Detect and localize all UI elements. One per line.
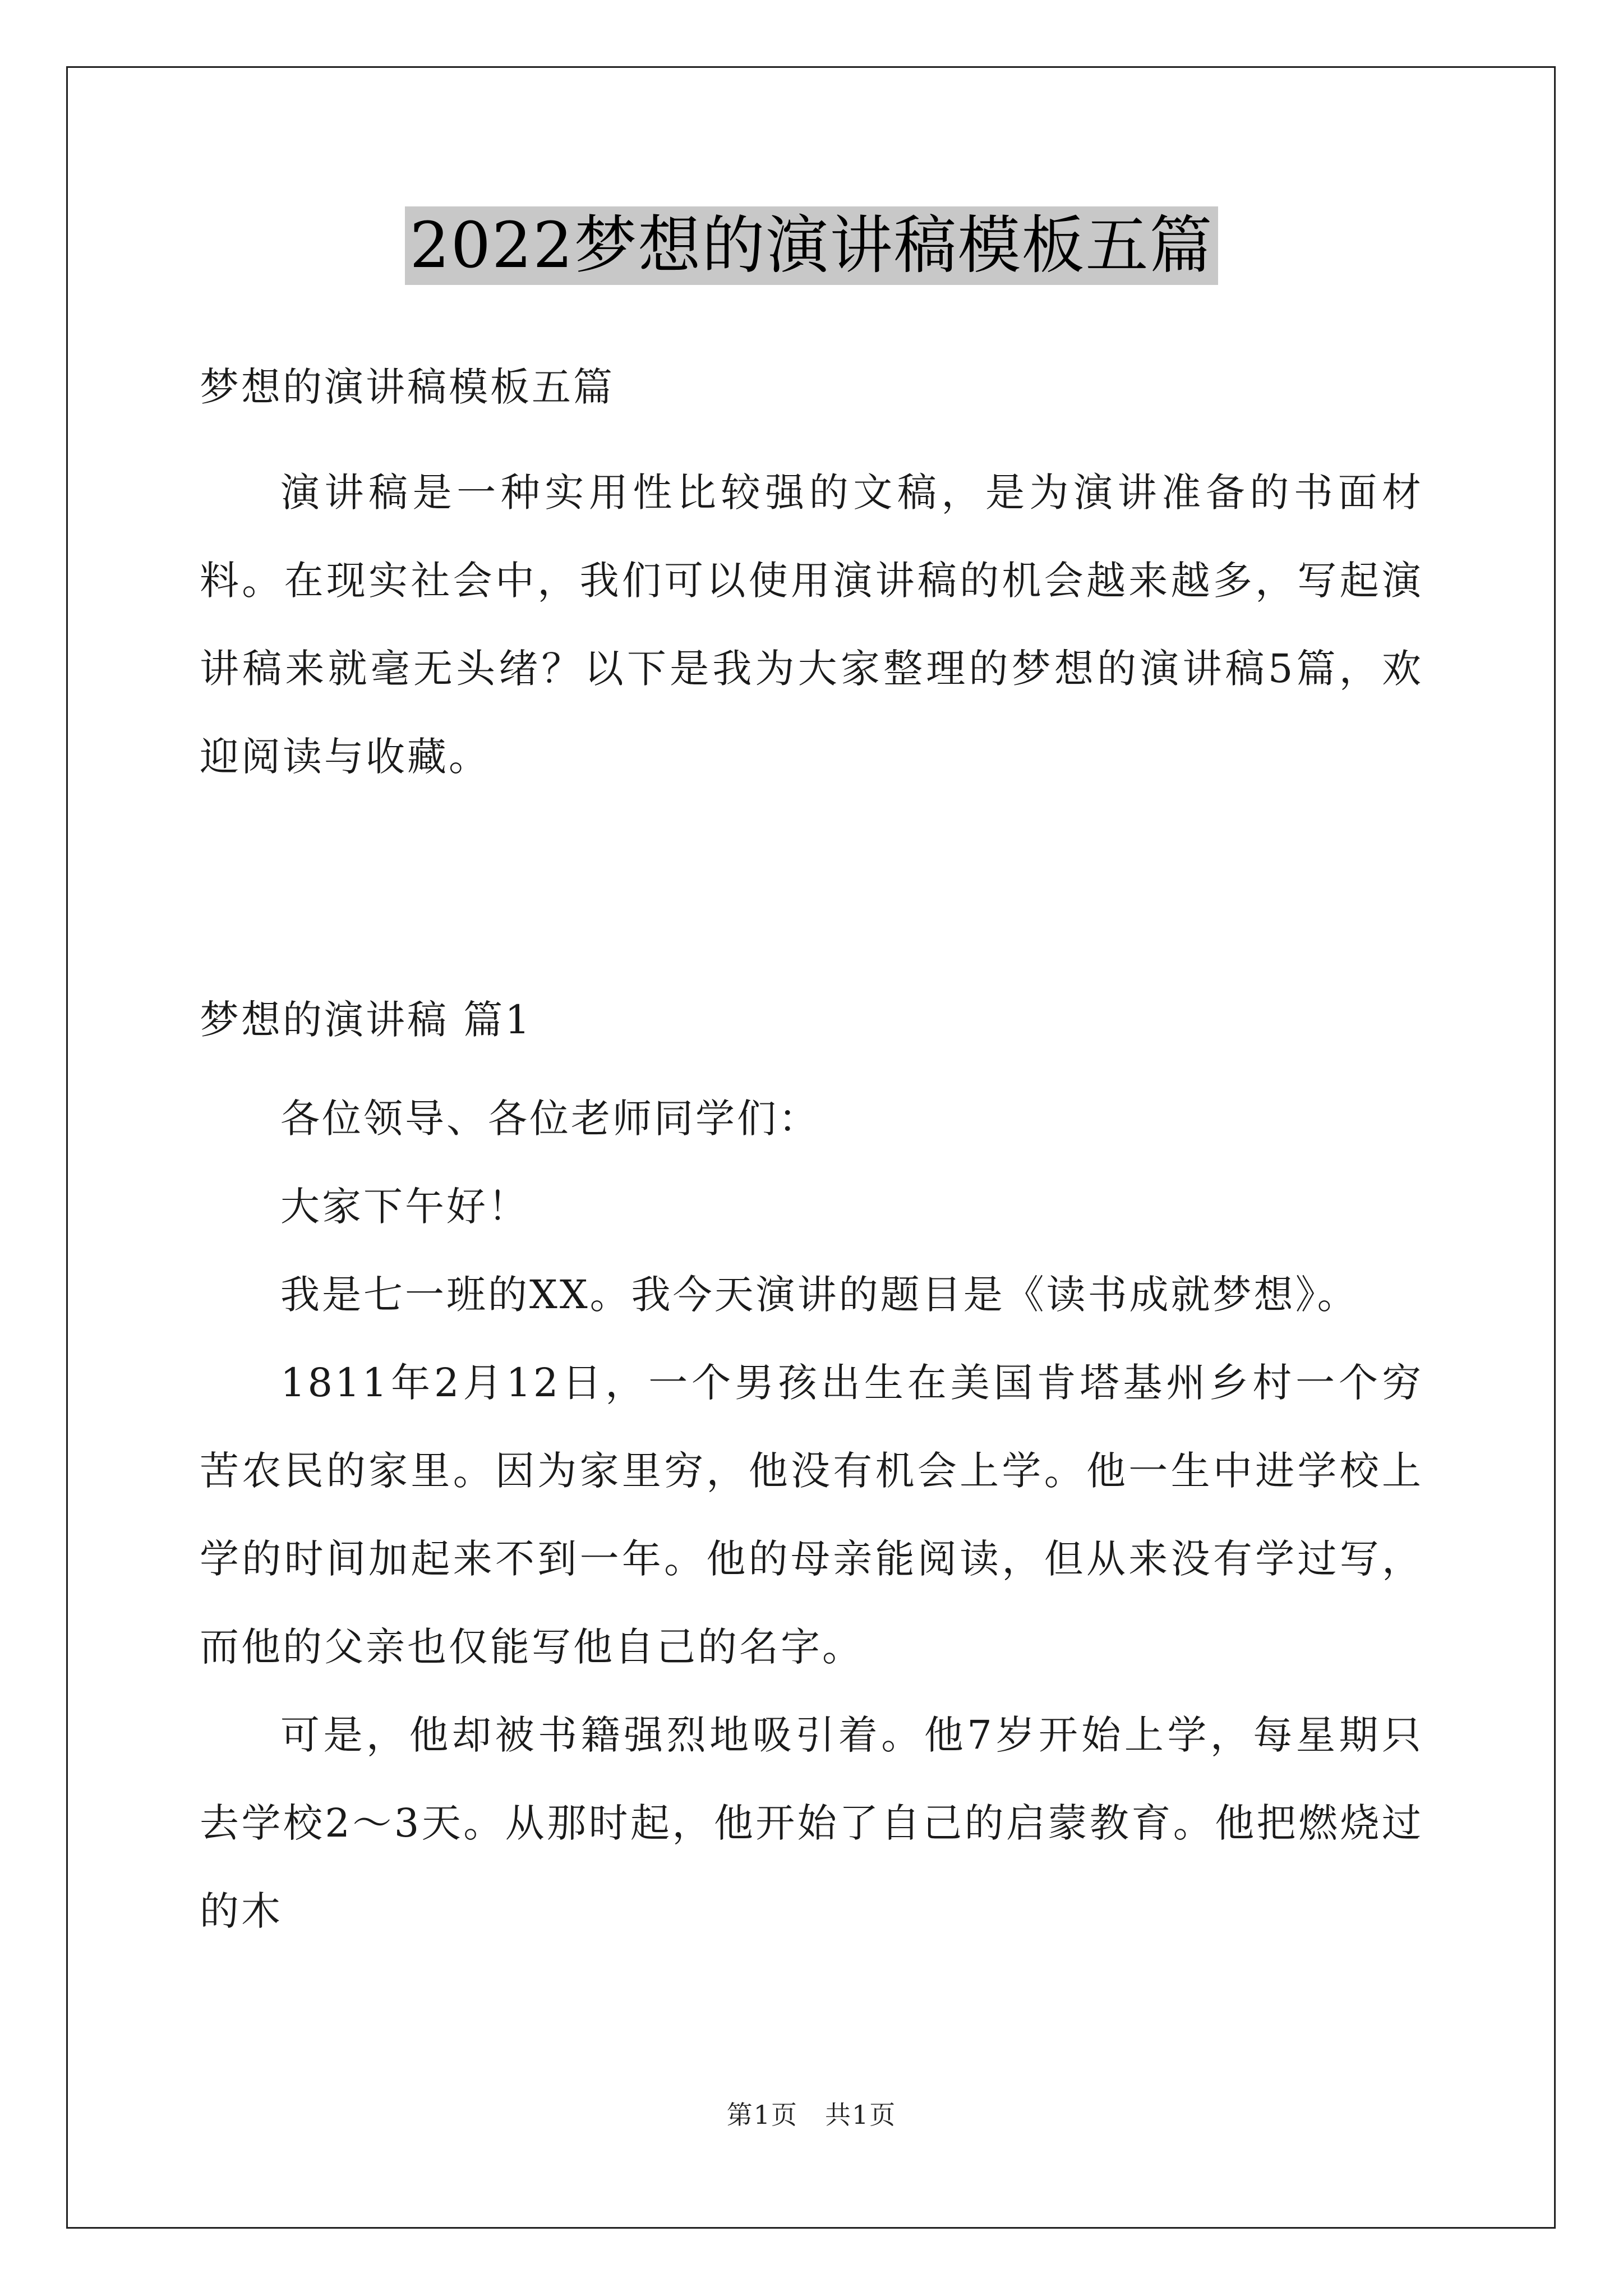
document-subtitle: 梦想的演讲稿模板五篇	[200, 364, 615, 410]
intro-paragraph: 演讲稿是一种实用性比较强的文稿，是为演讲准备的书面材料。在现实社会中，我们可以使用演讲稿的机会越来越多，写起演讲稿来就毫无头绪？以下是我为大家整理的梦想的演讲稿5篇，欢迎阅读与收藏。	[200, 470, 1423, 780]
page-footer	[0, 2098, 1623, 2132]
page-number: 第1页	[726, 2100, 798, 2130]
intro-block	[200, 449, 1423, 801]
page-total: 共1页	[825, 2100, 897, 2130]
body-paragraph: 大家下午好！	[280, 1184, 529, 1230]
section-body	[200, 1075, 1423, 1955]
body-paragraph: 1811年2月12日，一个男孩出生在美国肯塔基州乡村一个穷苦农民的家里。因为家里穷，他没有机会上学。他一生中进学校上学的时间加起来不到一年。他的母亲能阅读，但从来没有学过写，而他的父亲也仅能写他自己的名字。	[200, 1360, 1423, 1670]
title-container	[0, 206, 1623, 285]
body-paragraph: 可是，他却被书籍强烈地吸引着。他7岁开始上学，每星期只去学校2～3天。从那时起，他开始了自己的启蒙教育。他把燃烧过的木	[200, 1712, 1423, 1934]
body-paragraph: 我是七一班的XX。我今天演讲的题目是《读书成就梦想》。	[280, 1272, 1359, 1318]
section-heading: 梦想的演讲稿 篇1	[200, 997, 532, 1043]
body-paragraph: 各位领导、各位老师同学们：	[280, 1096, 820, 1142]
document-title: 2022梦想的演讲稿模板五篇	[405, 206, 1218, 285]
